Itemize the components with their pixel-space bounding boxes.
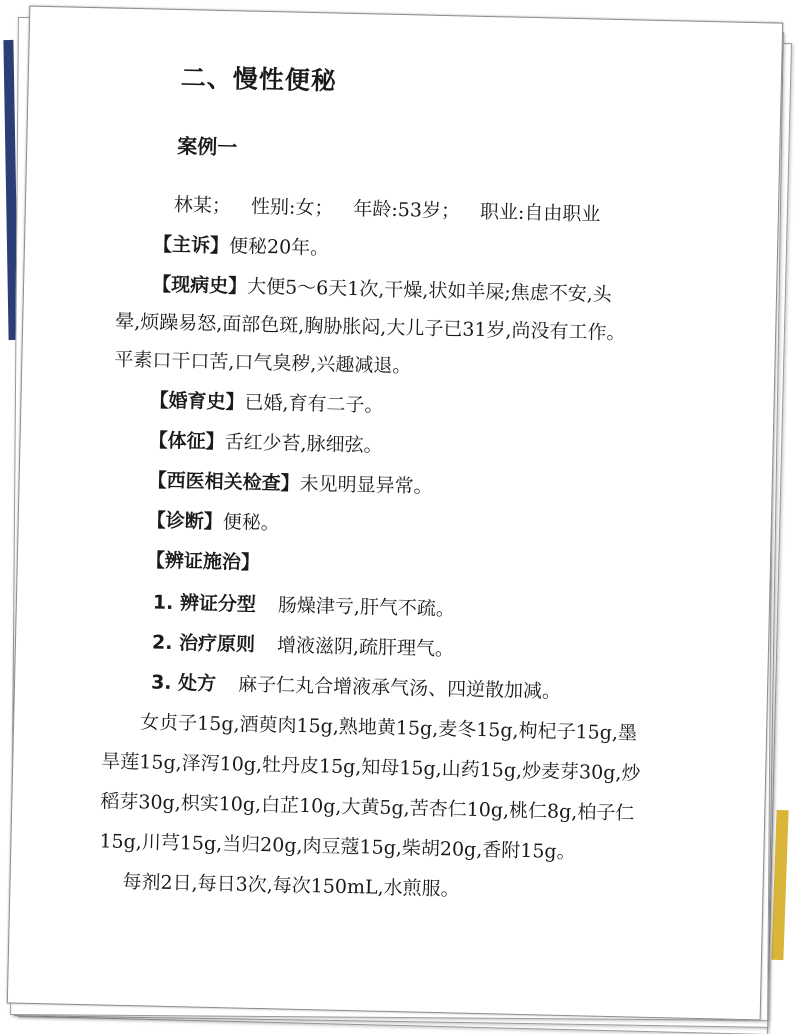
chief-complaint-tag: 【主诉】 bbox=[152, 233, 230, 258]
treatment-item-1-text: 肠燥津亏,肝气不疏。 bbox=[277, 594, 456, 621]
section-title: 二、慢性便秘 bbox=[180, 63, 338, 96]
western-exam-tag: 【西医相关检查】 bbox=[147, 469, 300, 495]
western-exam bbox=[147, 467, 433, 499]
diagnosis-text: 便秘。 bbox=[222, 511, 281, 535]
signs bbox=[148, 427, 383, 458]
book-page bbox=[7, 6, 783, 1021]
diagnosis-tag: 【诊断】 bbox=[146, 509, 224, 534]
patient-info bbox=[174, 192, 601, 228]
chief-complaint-text: 便秘20年。 bbox=[228, 235, 330, 260]
treatment-item-3 bbox=[151, 670, 562, 705]
present-history-tag: 【现病史】 bbox=[151, 273, 248, 298]
case-title: 案例一 bbox=[176, 133, 238, 160]
present-history-text-1: 大便5～6天1次,干燥,状如羊屎;焦虑不安,头 bbox=[246, 275, 613, 306]
treatment-tag: 【辨证施治】 bbox=[145, 549, 261, 574]
patient-age: 年龄:53岁； bbox=[353, 197, 461, 223]
chief-complaint bbox=[153, 231, 330, 261]
treatment-item-2 bbox=[152, 630, 455, 663]
present-history-line-1 bbox=[152, 271, 612, 307]
prescription-line-4: 15g,川芎15g,当归20g,肉豆蔻15g,柴胡20g,香附15g。 bbox=[99, 830, 576, 864]
treatment-item-1 bbox=[153, 590, 456, 623]
treatment-item-3-label: 3. 处方 bbox=[150, 671, 217, 695]
patient-occupation: 职业:自由职业 bbox=[479, 200, 601, 226]
prescription-line-2: 旱莲15g,泽泻10g,牡丹皮15g,知母15g,山药15g,炒麦芽30g,炒 bbox=[101, 750, 641, 785]
prescription-usage: 每剂2日,每日3次,每次150mL,水煎服。 bbox=[122, 870, 460, 901]
patient-sex: 性别:女； bbox=[250, 195, 334, 220]
signs-text: 舌红少苔,脉细弦。 bbox=[224, 431, 383, 457]
present-history-line-2: 晕,烦躁易怒,面部色斑,胸胁胀闷,大儿子已31岁,尚没有工作。 bbox=[115, 310, 626, 345]
marital-history bbox=[149, 387, 384, 418]
book-cover-edge-yellow bbox=[771, 810, 788, 960]
treatment-item-2-label: 2. 治疗原则 bbox=[151, 631, 256, 656]
marital-history-tag: 【婚育史】 bbox=[149, 389, 245, 414]
prescription-line-1: 女贞子15g,酒萸肉15g,熟地黄15g,麦冬15g,枸杞子15g,墨 bbox=[139, 711, 638, 745]
present-history-line-3: 平素口干口苦,口气臭秽,兴趣减退。 bbox=[114, 348, 412, 378]
treatment-item-1-label: 1. 辨证分型 bbox=[152, 591, 257, 616]
western-exam-text: 未见明显异常。 bbox=[299, 472, 433, 498]
patient-name: 林某； bbox=[173, 193, 232, 218]
treatment-item-2-text: 增液滋阴,疏肝理气。 bbox=[276, 634, 455, 661]
treatment-item-3-text: 麻子仁丸合增液承气汤、四逆散加减。 bbox=[237, 673, 562, 703]
signs-tag: 【体征】 bbox=[148, 429, 225, 454]
prescription-line-3: 稻芽30g,枳实10g,白芷10g,大黄5g,苦杏仁10g,桃仁8g,柏子仁 bbox=[100, 790, 635, 825]
marital-history-text: 已婚,育有二子。 bbox=[244, 391, 384, 417]
treatment-heading bbox=[146, 547, 261, 576]
diagnosis bbox=[146, 507, 280, 536]
